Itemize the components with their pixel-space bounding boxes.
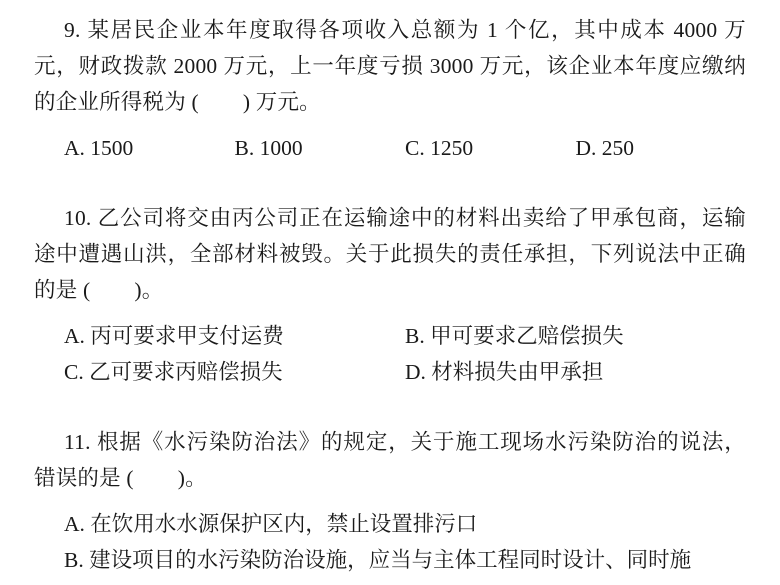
question-text-9-before: 某居民企业本年度取得各项收入总额为 1 个亿，其中成本 4000 万元，财政拨款 2000 万元，上一年度亏损 3000 万元，该企业本年度应缴纳的企业所得税为 ( — [34, 18, 746, 114]
question-number-11: 11. — [64, 430, 91, 454]
spacer — [34, 308, 746, 318]
spacer — [34, 120, 746, 130]
option-10-a[interactable]: A. 丙可要求甲支付运费 — [64, 324, 284, 348]
option-11-a[interactable]: A. 在饮用水水源保护区内，禁止设置排污口 — [64, 512, 478, 536]
question-number-9: 9. — [64, 18, 81, 42]
question-stem-11 — [34, 424, 746, 496]
question-stem-10 — [34, 200, 746, 308]
option-11-b[interactable]: B. 建设项目的水污染防治设施，应当与主体工程同时设计、同时施 — [64, 548, 692, 572]
options-row-10-top — [34, 318, 746, 354]
option-10-b[interactable]: B. 甲可要求乙赔偿损失 — [405, 324, 624, 348]
options-row-9 — [34, 130, 746, 166]
question-text-11-after: )。 — [177, 466, 207, 490]
question-stem-9 — [34, 12, 746, 120]
option-10-c[interactable]: C. 乙可要求丙赔偿损失 — [64, 360, 283, 384]
question-text-11-before: 根据《水污染防治法》的规定，关于施工现场水污染防治的说法，错误的是 ( — [34, 430, 746, 490]
question-number-10: 10. — [64, 206, 92, 230]
question-text-9-after: ) 万元。 — [242, 90, 321, 114]
question-text-10-after: )。 — [134, 278, 164, 302]
question-text-10-before: 乙公司将交由丙公司正在运输途中的材料出卖给了甲承包商，运输途中遭遇山洪，全部材料被毁。关于此损失的责任承担，下列说法中正确的是 ( — [34, 206, 747, 302]
options-row-10-bottom — [34, 354, 746, 390]
spacer — [34, 166, 746, 200]
option-10-d[interactable]: D. 材料损失由甲承担 — [405, 360, 604, 384]
option-9-d[interactable]: D. 250 — [575, 136, 635, 160]
spacer — [34, 496, 746, 506]
option-9-a[interactable]: A. 1500 — [64, 136, 134, 160]
question-block-10 — [34, 200, 746, 390]
option-9-b[interactable]: B. 1000 — [234, 136, 303, 160]
question-block-11 — [34, 424, 746, 578]
question-block-9 — [34, 12, 746, 166]
spacer — [34, 390, 746, 424]
option-9-c[interactable]: C. 1250 — [405, 136, 474, 160]
